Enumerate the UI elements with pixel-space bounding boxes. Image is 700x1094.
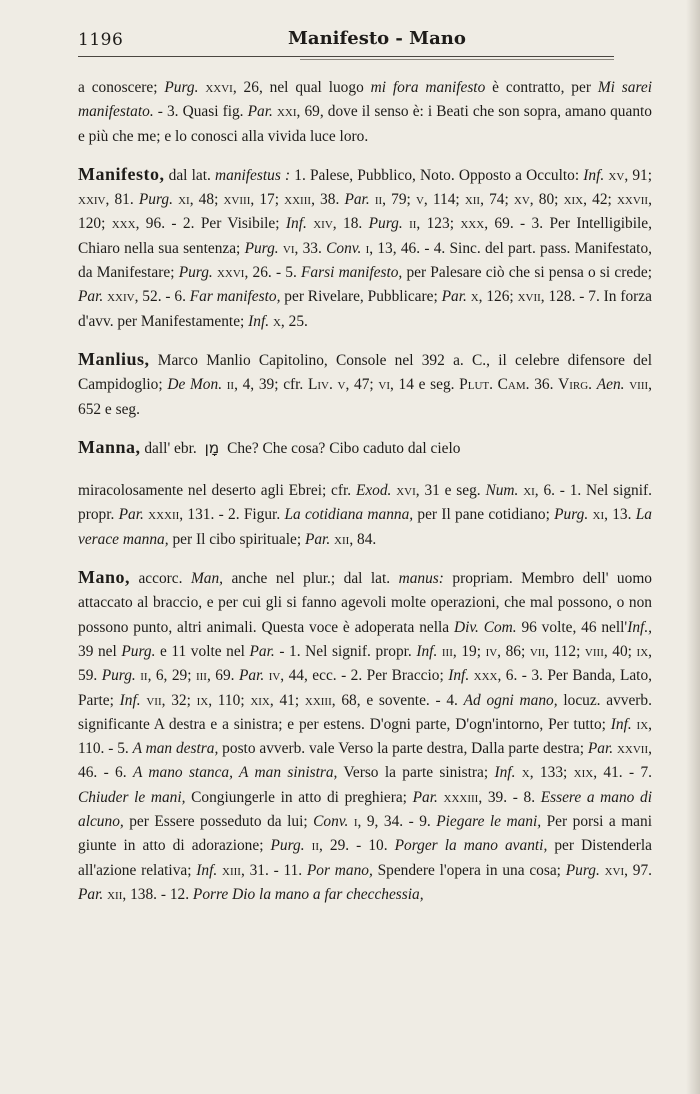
small-caps-ref: xi	[178, 191, 190, 209]
entry-text: , 13, 46. - 4. Sinc. del part. pass. Manifestato, da Manifestare;	[78, 239, 653, 282]
entry-text: , 42;	[583, 191, 617, 209]
small-caps-ref: vii	[529, 642, 546, 660]
entry-text: è contratto, per	[485, 79, 598, 96]
italic-text: manus:	[398, 570, 444, 588]
italic-text: A man destra,	[132, 740, 219, 758]
italic-text: La verace manna,	[78, 506, 652, 548]
entry-text: 39 nel	[78, 642, 122, 660]
italic-text: Div. Com.	[453, 618, 517, 636]
entry-text: , 69. - 3. Per Intelligibile, Chiaro nella sua sentenza;	[78, 215, 652, 257]
entry-text: Verso la parte sinistra;	[337, 764, 495, 782]
small-caps-ref: ix	[636, 715, 649, 733]
italic-text: Inf.	[285, 215, 307, 233]
entry-text: , 74;	[480, 191, 514, 209]
entry-text: , 38.	[311, 191, 345, 209]
italic-text: Por mano,	[306, 861, 373, 879]
italic-text: Purg.	[565, 861, 600, 879]
italic-text: Far manifesto,	[189, 288, 281, 306]
entry-text: , 126;	[478, 288, 518, 306]
italic-text: Purg.	[270, 837, 305, 855]
entry-text: 36.	[529, 376, 559, 394]
headword: Manna,	[78, 436, 141, 457]
entry-text: , 68, e sovente. - 4.	[331, 691, 464, 709]
running-head: Manifesto - Mano	[288, 28, 466, 49]
italic-text: Chiuder le mani,	[78, 788, 186, 806]
entry-text: , 31. - 11.	[240, 861, 307, 879]
entry-text: , 81.	[105, 191, 139, 209]
italic-text: Par.	[304, 530, 331, 548]
small-caps-ref: xvi	[396, 482, 416, 500]
italic-text: Purg.	[244, 239, 279, 257]
italic-text: Inf.,	[627, 618, 653, 636]
italic-text: Purg.	[368, 215, 403, 233]
italic-text: La cotidiana manna,	[284, 506, 414, 524]
italic-text: Purg.	[138, 191, 173, 209]
entry-text: , 138. - 12.	[122, 885, 193, 903]
italic-text: Ad ogni mano,	[463, 691, 558, 709]
small-caps-ref: xxxii	[148, 506, 180, 524]
italic-text: Par.	[412, 788, 438, 806]
italic-text: mi fora manifesto	[370, 79, 486, 96]
entry-text: , 44, ecc. - 2. Per Braccio;	[280, 667, 449, 685]
entry-mano	[78, 565, 652, 907]
entry-text: , 69, dove il senso è: i Beati che son sopra, amano quanto e più che me; e lo conosci alla vivida luce loro.	[78, 103, 652, 145]
entry-text: , 131. - 2. Figur.	[179, 506, 285, 524]
entry-text: accorc.	[130, 570, 191, 588]
entry-text: , 80;	[529, 191, 564, 209]
small-caps-ref: xix	[563, 191, 584, 209]
small-caps-ref: xiv	[313, 215, 333, 233]
entry-text: , 112;	[545, 642, 585, 660]
small-caps-ref: vii	[146, 691, 162, 709]
entry-text: , 33.	[294, 239, 327, 257]
small-caps-ref: xxiv	[78, 191, 106, 209]
italic-text: Purg.	[178, 264, 213, 282]
small-caps-ref: x	[470, 288, 479, 306]
line-gap	[78, 461, 652, 479]
entry-text: , 4, 39; cfr.	[234, 376, 308, 394]
headword: Mano,	[78, 567, 130, 588]
entry-text: , 91;	[624, 166, 652, 184]
italic-text: Porre Dio la mano a far checchessia,	[192, 885, 424, 903]
italic-text: Par.	[247, 103, 273, 121]
italic-text: Par.	[587, 740, 614, 758]
small-caps-ref: i	[353, 813, 358, 831]
entry-text: , 52. - 6.	[134, 288, 190, 306]
italic-text: Purg.	[554, 506, 589, 524]
small-caps-ref: xi	[523, 482, 535, 500]
small-caps-ref: ii	[311, 837, 319, 855]
entry-text: , 26, nel qual luogo	[232, 79, 371, 96]
small-caps-ref: xix	[250, 691, 270, 709]
small-caps-ref: iv	[485, 642, 498, 660]
small-caps-ref: vi	[378, 376, 390, 394]
entry-text: , 79;	[382, 191, 416, 209]
small-caps-ref: Virg.	[558, 376, 593, 394]
entry-text: , 26. - 5.	[244, 264, 302, 282]
entry-text: posto avverb. vale Verso la parte destra, Dalla parte destra;	[218, 740, 588, 758]
entry-text: per Il pane cotidiano;	[413, 506, 555, 524]
entry-text: , 13.	[604, 506, 636, 524]
italic-text: Par.	[344, 191, 370, 209]
italic-text: Farsi manifesto,	[301, 264, 403, 282]
entry-text: Marco Manlio Capitolino, Console nel 392 a. C., il celebre difensore del Campidoglio;	[78, 351, 652, 394]
small-caps-ref: xxx	[460, 215, 485, 233]
small-caps-ref: i	[365, 239, 370, 257]
entry-text: , 48;	[189, 191, 224, 209]
small-caps-ref: ii	[226, 376, 235, 394]
italic-text: Exod.	[355, 482, 392, 500]
entry-text: , 14 e seg.	[389, 376, 460, 394]
headword: Manlius,	[78, 348, 150, 369]
italic-text: Aen.	[596, 376, 625, 394]
small-caps-ref: iii	[195, 667, 207, 685]
small-caps-ref: viii	[584, 642, 604, 660]
italic-text: Mi sarei manifestato.	[78, 79, 653, 121]
small-caps-ref: xi	[592, 506, 605, 524]
header-rule-secondary	[300, 59, 614, 60]
italic-text: Purg.	[101, 667, 136, 685]
entry-text: , 31 e seg.	[415, 482, 486, 500]
italic-text: Par.	[238, 667, 265, 685]
small-caps-ref: xv	[608, 166, 625, 184]
entry-manlius	[78, 347, 652, 422]
entry-text: , 133;	[529, 764, 574, 782]
entry-continuation	[78, 76, 652, 149]
small-caps-ref: xii	[334, 530, 350, 548]
entry-text: , 47;	[345, 376, 379, 394]
small-caps-ref: xxiii	[284, 191, 312, 209]
italic-text: Conv.	[313, 813, 349, 831]
small-caps-ref: xxxiii	[443, 788, 479, 806]
small-caps-ref: vi	[282, 239, 295, 257]
entry-text: , 39. - 8.	[478, 788, 541, 806]
italic-text: manifestus :	[215, 166, 291, 184]
entry-text: , 120;	[78, 191, 652, 233]
italic-text: Par.	[118, 506, 144, 524]
entry-text: , 32;	[161, 691, 197, 709]
small-caps-ref: xiii	[222, 861, 241, 879]
entry-text: - 1. Nel signif. propr.	[274, 642, 417, 660]
entry-text: per Essere posseduto da lui;	[123, 813, 314, 831]
entry-text: 96 volte, 46 nell'	[516, 618, 628, 636]
entry-text: , 17;	[250, 191, 285, 209]
italic-text: A mano stanca, A man sinistra,	[132, 764, 338, 782]
entry-text: a conoscere;	[78, 79, 165, 96]
entry-text: , 97.	[624, 861, 652, 879]
page-body	[78, 76, 652, 920]
entry-text: , 128. - 7. In forza d'avv. per Manifestamente;	[78, 288, 652, 330]
entry-text: propriam. Membro dell' uomo attaccato al braccio, e per cui gli si fanno agevoli molte operazioni, che mal possono, o non possono punto, altri animali. Questa voce è adoperata nella	[78, 570, 652, 636]
entry-text: miracolosamente nel deserto agli Ebrei; cfr.	[78, 482, 356, 500]
small-caps-ref: xviii	[223, 191, 251, 209]
small-caps-ref: x	[521, 764, 530, 782]
italic-text: Purg.	[164, 79, 199, 96]
small-caps-ref: xxiv	[107, 288, 135, 306]
small-caps-ref: xxi	[276, 103, 297, 121]
entry-text: , 29. - 10.	[318, 837, 395, 855]
small-caps-ref: ii	[409, 215, 417, 233]
entry-text: , 84.	[349, 530, 377, 548]
entry-text: , 110. - 5.	[78, 715, 652, 758]
small-caps-ref: Liv.	[307, 376, 333, 394]
entry-text: , 123;	[416, 215, 461, 233]
italic-text: Par.	[249, 642, 275, 660]
italic-text: Par.	[78, 288, 104, 306]
small-caps-ref: xxvi	[216, 264, 245, 282]
italic-text: Num.	[485, 482, 519, 500]
italic-text: Inf.	[583, 166, 605, 184]
italic-text: Purg.	[121, 642, 156, 660]
entry-text: , 25.	[280, 312, 308, 330]
italic-text: Conv.	[326, 239, 362, 257]
small-caps-ref: ix	[636, 642, 649, 660]
italic-text: Par.	[441, 288, 467, 306]
page-header	[78, 28, 614, 54]
small-caps-ref: xii	[464, 191, 481, 209]
entry-text: per Distenderla all'azione relativa;	[78, 837, 653, 879]
italic-text: Inf.	[610, 715, 632, 733]
italic-text: Inf.	[248, 312, 270, 330]
entry-text: Congiungerle in atto di preghiera;	[185, 788, 413, 806]
header-rule	[78, 56, 614, 57]
small-caps-ref: x	[272, 312, 281, 330]
page-number: 1196	[78, 30, 124, 50]
italic-text: Inf.	[494, 764, 516, 782]
small-caps-ref: xxx	[111, 215, 136, 233]
entry-text: , 59.	[78, 642, 652, 685]
entry-text: , 6. - 1. Nel signif. propr.	[78, 482, 652, 524]
entry-text: Per porsi a mani giunte in atto di adorazione;	[78, 813, 652, 855]
small-caps-ref: viii	[629, 376, 649, 394]
italic-text: Inf.	[448, 667, 470, 685]
small-caps-ref: ii	[140, 667, 148, 685]
entry-text: 1. Palese, Pubblico, Noto. Opposto a Occulto:	[290, 166, 584, 184]
small-caps-ref: v	[337, 376, 346, 394]
entry-text: dall' ebr.	[140, 439, 201, 457]
small-caps-ref: iv	[268, 667, 281, 685]
entry-text: , 86;	[497, 642, 530, 660]
italic-text: Porger la mano avanti,	[394, 837, 548, 855]
italic-text: Inf.	[196, 861, 218, 879]
entry-text: , 6. - 3. Per Banda, Lato, Parte;	[78, 667, 652, 709]
entry-text: , 18.	[332, 215, 369, 233]
small-caps-ref: xxvii	[616, 740, 649, 758]
entry-text: Che? Che cosa? Cibo caduto dal cielo	[223, 439, 461, 457]
entry-text: , 96. - 2. Per Visibile;	[135, 215, 286, 233]
italic-text: Inf.	[119, 691, 141, 709]
entry-text: , 652 e seg.	[78, 376, 653, 418]
entry-manifesto	[78, 162, 652, 334]
italic-text: Par.	[78, 885, 104, 903]
entry-text	[305, 837, 312, 854]
small-caps-ref: xxiii	[304, 691, 332, 709]
small-caps-ref: ii	[374, 191, 383, 209]
entry-text: , 46. - 6.	[78, 740, 652, 782]
small-caps-ref: xv	[513, 191, 530, 209]
headword: Manifesto,	[78, 163, 165, 184]
entry-text: , 40;	[603, 642, 637, 660]
small-caps-ref: xix	[573, 764, 594, 782]
italic-text: Essere a mano di alcuno,	[78, 788, 652, 831]
entry-text: , 41;	[269, 691, 305, 709]
italic-text: Piegare le mani,	[436, 813, 542, 831]
entry-text: - 3. Quasi fig.	[153, 103, 248, 121]
entry-text: locuz. avverb. significante A destra e a sinistra; e per estens. D'ogni parte, D'ogn'intorno, Per tutto;	[78, 691, 652, 733]
small-caps-ref: xii	[107, 885, 123, 903]
entry-text: anche nel plur.; dal lat.	[223, 570, 399, 588]
entry-manna	[78, 435, 652, 552]
small-caps-ref: v	[415, 191, 424, 209]
italic-text: De Mon.	[167, 376, 223, 394]
entry-text: , 41. - 7.	[593, 764, 652, 782]
small-caps-ref: ix	[196, 691, 209, 709]
small-caps-ref: xxx	[473, 667, 498, 685]
entry-text: dal lat.	[164, 166, 215, 184]
italic-text: Man,	[190, 570, 223, 588]
small-caps-ref: Plut. Cam.	[459, 376, 530, 394]
entry-text: , 19;	[452, 642, 486, 660]
entry-text: e 11 volte nel	[155, 642, 250, 660]
small-caps-ref: xxvi	[205, 79, 233, 96]
entry-text: , 9, 34. - 9.	[357, 813, 437, 831]
entry-text: per Rivelare, Pubblicare;	[280, 288, 442, 306]
entry-text: , 110;	[208, 691, 251, 709]
entry-text: , 6, 29;	[147, 667, 196, 685]
entry-text: per Palesare ciò che si pensa o si crede;	[402, 264, 652, 282]
entry-text: Spendere l'opera in una cosa;	[372, 861, 566, 879]
entry-text: , 69.	[206, 667, 239, 685]
entry-text: per Il cibo spirituale;	[168, 530, 305, 548]
entry-text: , 114;	[423, 191, 465, 209]
small-caps-ref: xxvii	[616, 191, 649, 209]
page-edge-shadow	[686, 0, 700, 1094]
small-caps-ref: xvii	[517, 288, 541, 306]
hebrew-word: מָן	[204, 438, 220, 457]
italic-text: Inf.	[416, 642, 438, 660]
small-caps-ref: iii	[441, 642, 453, 660]
small-caps-ref: xvi	[604, 861, 625, 879]
